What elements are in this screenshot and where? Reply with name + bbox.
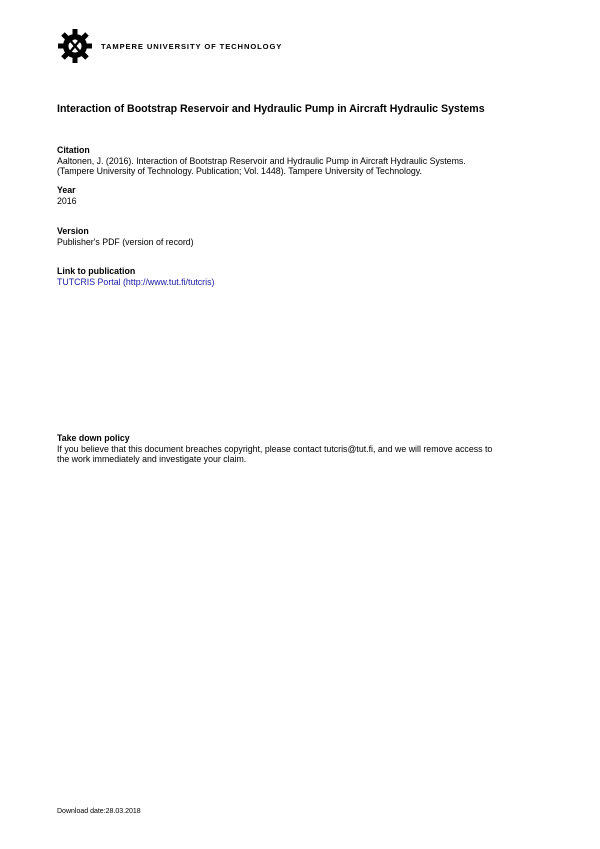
year-section (57, 185, 557, 206)
document-title: Interaction of Bootstrap Reservoir and Hydraulic Pump in Aircraft Hydraulic Systems (57, 103, 485, 115)
citation-label: Citation (57, 145, 90, 155)
take-down-policy-line-1: If you believe that this document breaches copyright, please contact tutcris@tut.fi, and we will remove access to (57, 443, 493, 454)
take-down-policy-line-2: the work immediately and investigate your claim. (57, 454, 247, 464)
citation-line-2: (Tampere University of Technology. Publication; Vol. 1448). Tampere University of Technology. (57, 166, 422, 176)
tutcris-portal-link[interactable]: TUTCRIS Portal (http://www.tut.fi/tutcris) (57, 276, 215, 287)
link-to-publication-section (57, 266, 557, 287)
version-section (57, 226, 557, 247)
download-date: Download date:28.03.2018 (57, 808, 141, 815)
university-logo (57, 28, 282, 64)
citation-line-1: Aaltonen, J. (2016). Interaction of Bootstrap Reservoir and Hydraulic Pump in Aircraft Hydraulic Systems. (57, 155, 466, 166)
link-to-publication-label: Link to publication (57, 266, 136, 276)
citation-section (57, 145, 557, 177)
year-label: Year (57, 185, 76, 195)
year-value: 2016 (57, 195, 77, 206)
gear-hammer-logo-icon (57, 28, 93, 64)
take-down-policy-label: Take down policy (57, 433, 130, 443)
version-label: Version (57, 226, 89, 236)
take-down-policy-section (57, 433, 557, 465)
university-name: TAMPERE UNIVERSITY OF TECHNOLOGY (101, 41, 283, 51)
version-value: Publisher's PDF (version of record) (57, 236, 194, 247)
